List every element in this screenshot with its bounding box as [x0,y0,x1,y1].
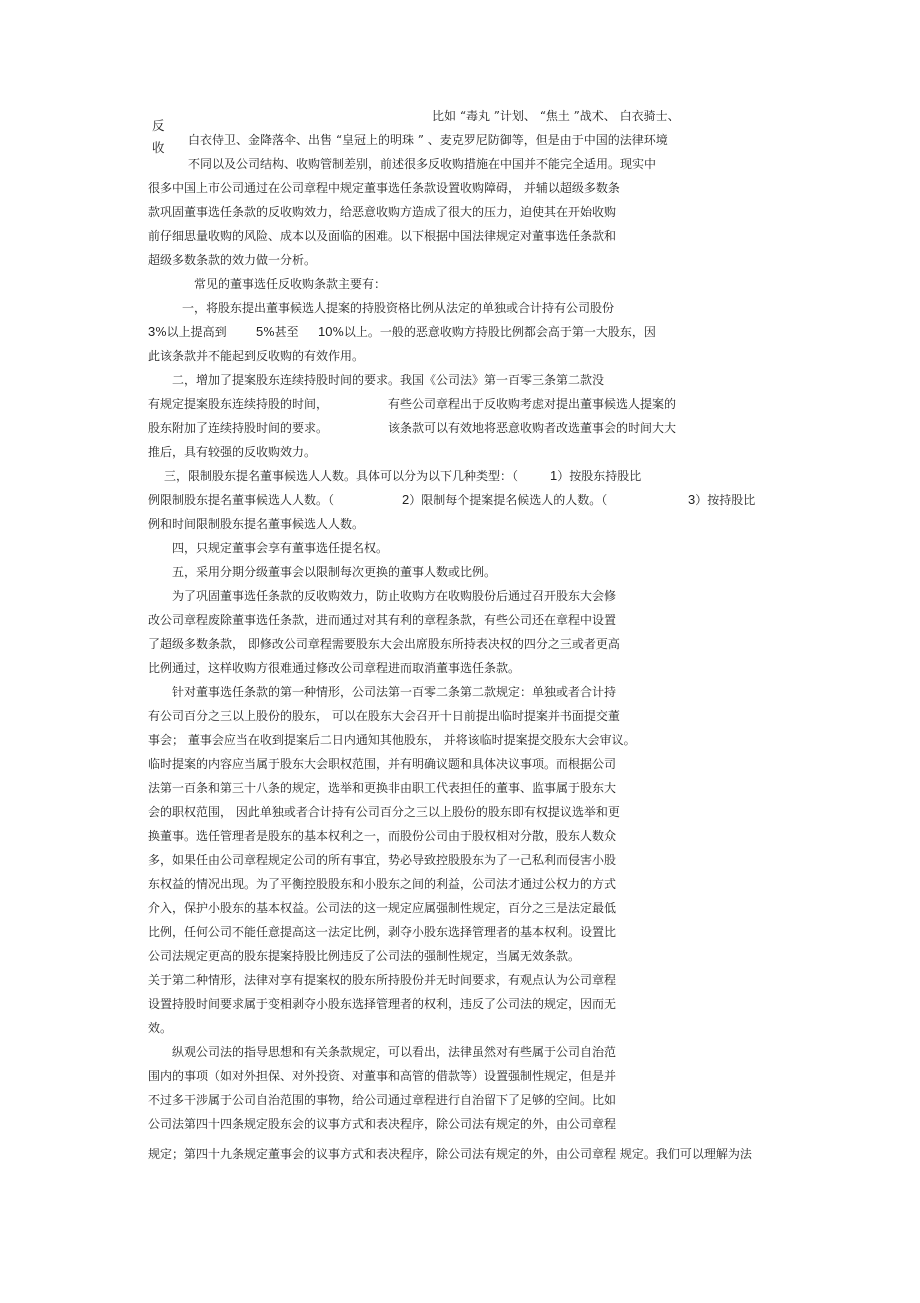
text-line-12: 二，增加了提案股东连续持股时间的要求。我国《公司法》第一百零三条第二款没 [172,373,605,387]
fragment: 三，限制股东提名董事候选人人数。具体可以分为以下几种类型：（ [164,469,519,483]
text-line-40: 纵观公司法的指导思想和有关条款规定，可以看出，法律虽然对有些属于公司自治范 [172,1045,617,1059]
text-line-15: 推后，具有较强的反收购效力。 [148,445,317,459]
text-line-37: 关于第二种情形，法律对享有提案权的股东所持股份并无时间要求，有观点认为公司章程 [148,973,617,987]
number-10: 10 [318,324,333,339]
text-line-19: 四，只规定董事会享有董事选任提名权。 [172,541,389,555]
fragment: %以上提高到 [155,325,227,339]
fragment: ）限制每个提案提名候选人的人数。（ [409,493,608,507]
text-line-38: 设置持股时间要求属于变相剥夺小股东选择管理者的权利，违反了公司法的规定，因而无 [148,997,617,1011]
text-line-8: 常见的董事选任反收购条款主要有： [194,277,387,291]
text-line-2: 白衣侍卫、金降落伞、出售 “皇冠上的明珠 ” 、麦克罗尼防御等，但是由于中国的法律环境 [188,133,668,147]
text-line-42: 不过多干涉属于公司自治范围的事物，给公司通过章程进行自治留下了足够的空间。比如 [148,1093,617,1107]
fragment: %以上。一般的恶意收购方持股比例都会高于第一大股东，因 [332,325,656,339]
text-line-1: 比如 “毒丸 ”计划、 “焦土 ”战术、 白衣骑士、 [432,109,680,123]
text-line-6: 前仔细思量收购的风险、成本以及面临的困难。以下根据中国法律规定对董事选任条款和 [148,229,617,243]
text-line-17b [402,492,607,508]
text-line-35: 比例，任何公司不能任意提高这一法定比例，剥夺小股东选择管理者的基本权利。设置比 [148,925,617,939]
fragment: ）按持股比 [695,493,756,507]
text-line-18: 例和时间限制股东提名董事候选人人数。 [148,517,365,531]
text-line-3: 不同以及公司结构、收购管制差别，前述很多反收购措施在中国并不能完全适用。现实中 [188,157,657,171]
text-line-22: 改公司章程废除董事选任条款，进而通过对其有利的章程条款，有些公司还在章程中设置 [148,613,617,627]
number-5: 5 [256,324,264,339]
text-line-44: 规定；第四十九条规定董事会的议事方式和表决程序，除公司法有规定的外，由公司章程 规定。我们可以理解为法 [148,1147,752,1161]
side-label-char-1: 反 [152,118,165,133]
text-line-33: 东权益的情况出现。为了平衡控股股东和小股东之间的利益，公司法才通过公权力的方式 [148,877,617,891]
text-line-24: 比例通过，这样收购方很难通过修改公司章程进而取消董事选任条款。 [148,661,521,675]
fragment: %甚至 [263,325,299,339]
text-line-31: 换董事。选任管理者是股东的基本权利之一，而股份公司由于股权相对分散，股东人数众 [148,829,617,843]
text-line-26: 有公司百分之三以上股份的股东， 可以在股东大会召开十日前提出临时提案并书面提交董 [148,709,620,723]
text-line-23: 了超级多数条款， 即修改公司章程需要股东大会出席股东所持表决权的四分之三或者更高 [148,637,620,651]
text-line-30: 会的职权范围， 因此单独或者合计持有公司百分之三以上股份的股东即有权提议选举和更 [148,805,620,819]
text-line-36: 公司法规定更高的股东提案持股比例违反了公司法的强制性规定，当属无效条款。 [148,949,581,963]
side-label-char-2: 收 [152,140,165,155]
text-line-28: 临时提案的内容应当属于股东大会职权范围，并有明确议题和具体决议事项。而根据公司 [148,757,617,771]
text-line-41: 围内的事项（如对外担保、对外投资、对董事和高管的借款等）设置强制性规定，但是并 [148,1069,617,1083]
text-line-29: 法第一百条和第三十八条的规定，选举和更换非由职工代表担任的董事、监事属于股东大 [148,781,617,795]
text-line-10c [318,324,656,340]
text-line-16 [164,468,518,484]
text-line-14a: 股东附加了连续持股时间的要求。 [148,421,329,435]
text-line-39: 效。 [148,1021,173,1035]
fragment: ）按股东持股比 [557,469,642,483]
text-line-17c [688,492,755,508]
text-line-4: 很多中国上市公司通过在公司章程中规定董事选任条款设置收购障碍， 并辅以超级多数条 [148,181,620,195]
text-line-13b: 有些公司章程出于反收购考虑对提出董事候选人提案的 [388,397,677,411]
number-3: 3 [148,324,156,339]
text-line-9: 一，将股东提出董事候选人提案的持股资格比例从法定的单独或合计持有公司股份 [182,301,615,315]
text-line-10b [256,324,299,340]
text-line-11: 此该条款并不能起到反收购的有效作用。 [148,349,365,363]
text-line-7: 超级多数条款的效力做一分析。 [148,253,317,267]
text-line-43: 公司法第四十四条规定股东会的议事方式和表决程序，除公司法有规定的外，由公司章程 [148,1117,617,1131]
text-line-32: 多，如果任由公司章程规定公司的所有事宜，势必导致控股股东为了一己私利而侵害小股 [148,853,617,867]
text-line-16b [550,468,641,484]
text-line-10 [148,324,227,340]
number-2: 2 [402,492,410,507]
text-line-13a: 有规定提案股东连续持股的时间， [148,397,329,411]
text-line-5: 款巩固董事选任条款的反收购效力，给恶意收购方造成了很大的压力，迫使其在开始收购 [148,205,617,219]
text-line-20: 五，采用分期分级董事会以限制每次更换的董事人数或比例。 [172,565,497,579]
text-line-17a: 例限制股东提名董事候选人人数。（ [148,493,335,507]
text-line-21: 为了巩固董事选任条款的反收购效力，防止收购方在收购股份后通过召开股东大会修 [172,589,617,603]
text-line-34: 介入，保护小股东的基本权益。公司法的这一规定应属强制性规定，百分之三是法定最低 [148,901,617,915]
number-1: 1 [550,468,558,483]
number-3b: 3 [688,492,696,507]
text-line-14b: 该条款可以有效地将恶意收购者改选董事会的时间大大 [388,421,677,435]
text-line-25: 针对董事选任条款的第一种情形，公司法第一百零二条第二款规定：单独或者合计持 [172,685,617,699]
text-line-27: 事会； 董事会应当在收到提案后二日内通知其他股东， 并将该临时提案提交股东大会审议。 [148,733,636,747]
